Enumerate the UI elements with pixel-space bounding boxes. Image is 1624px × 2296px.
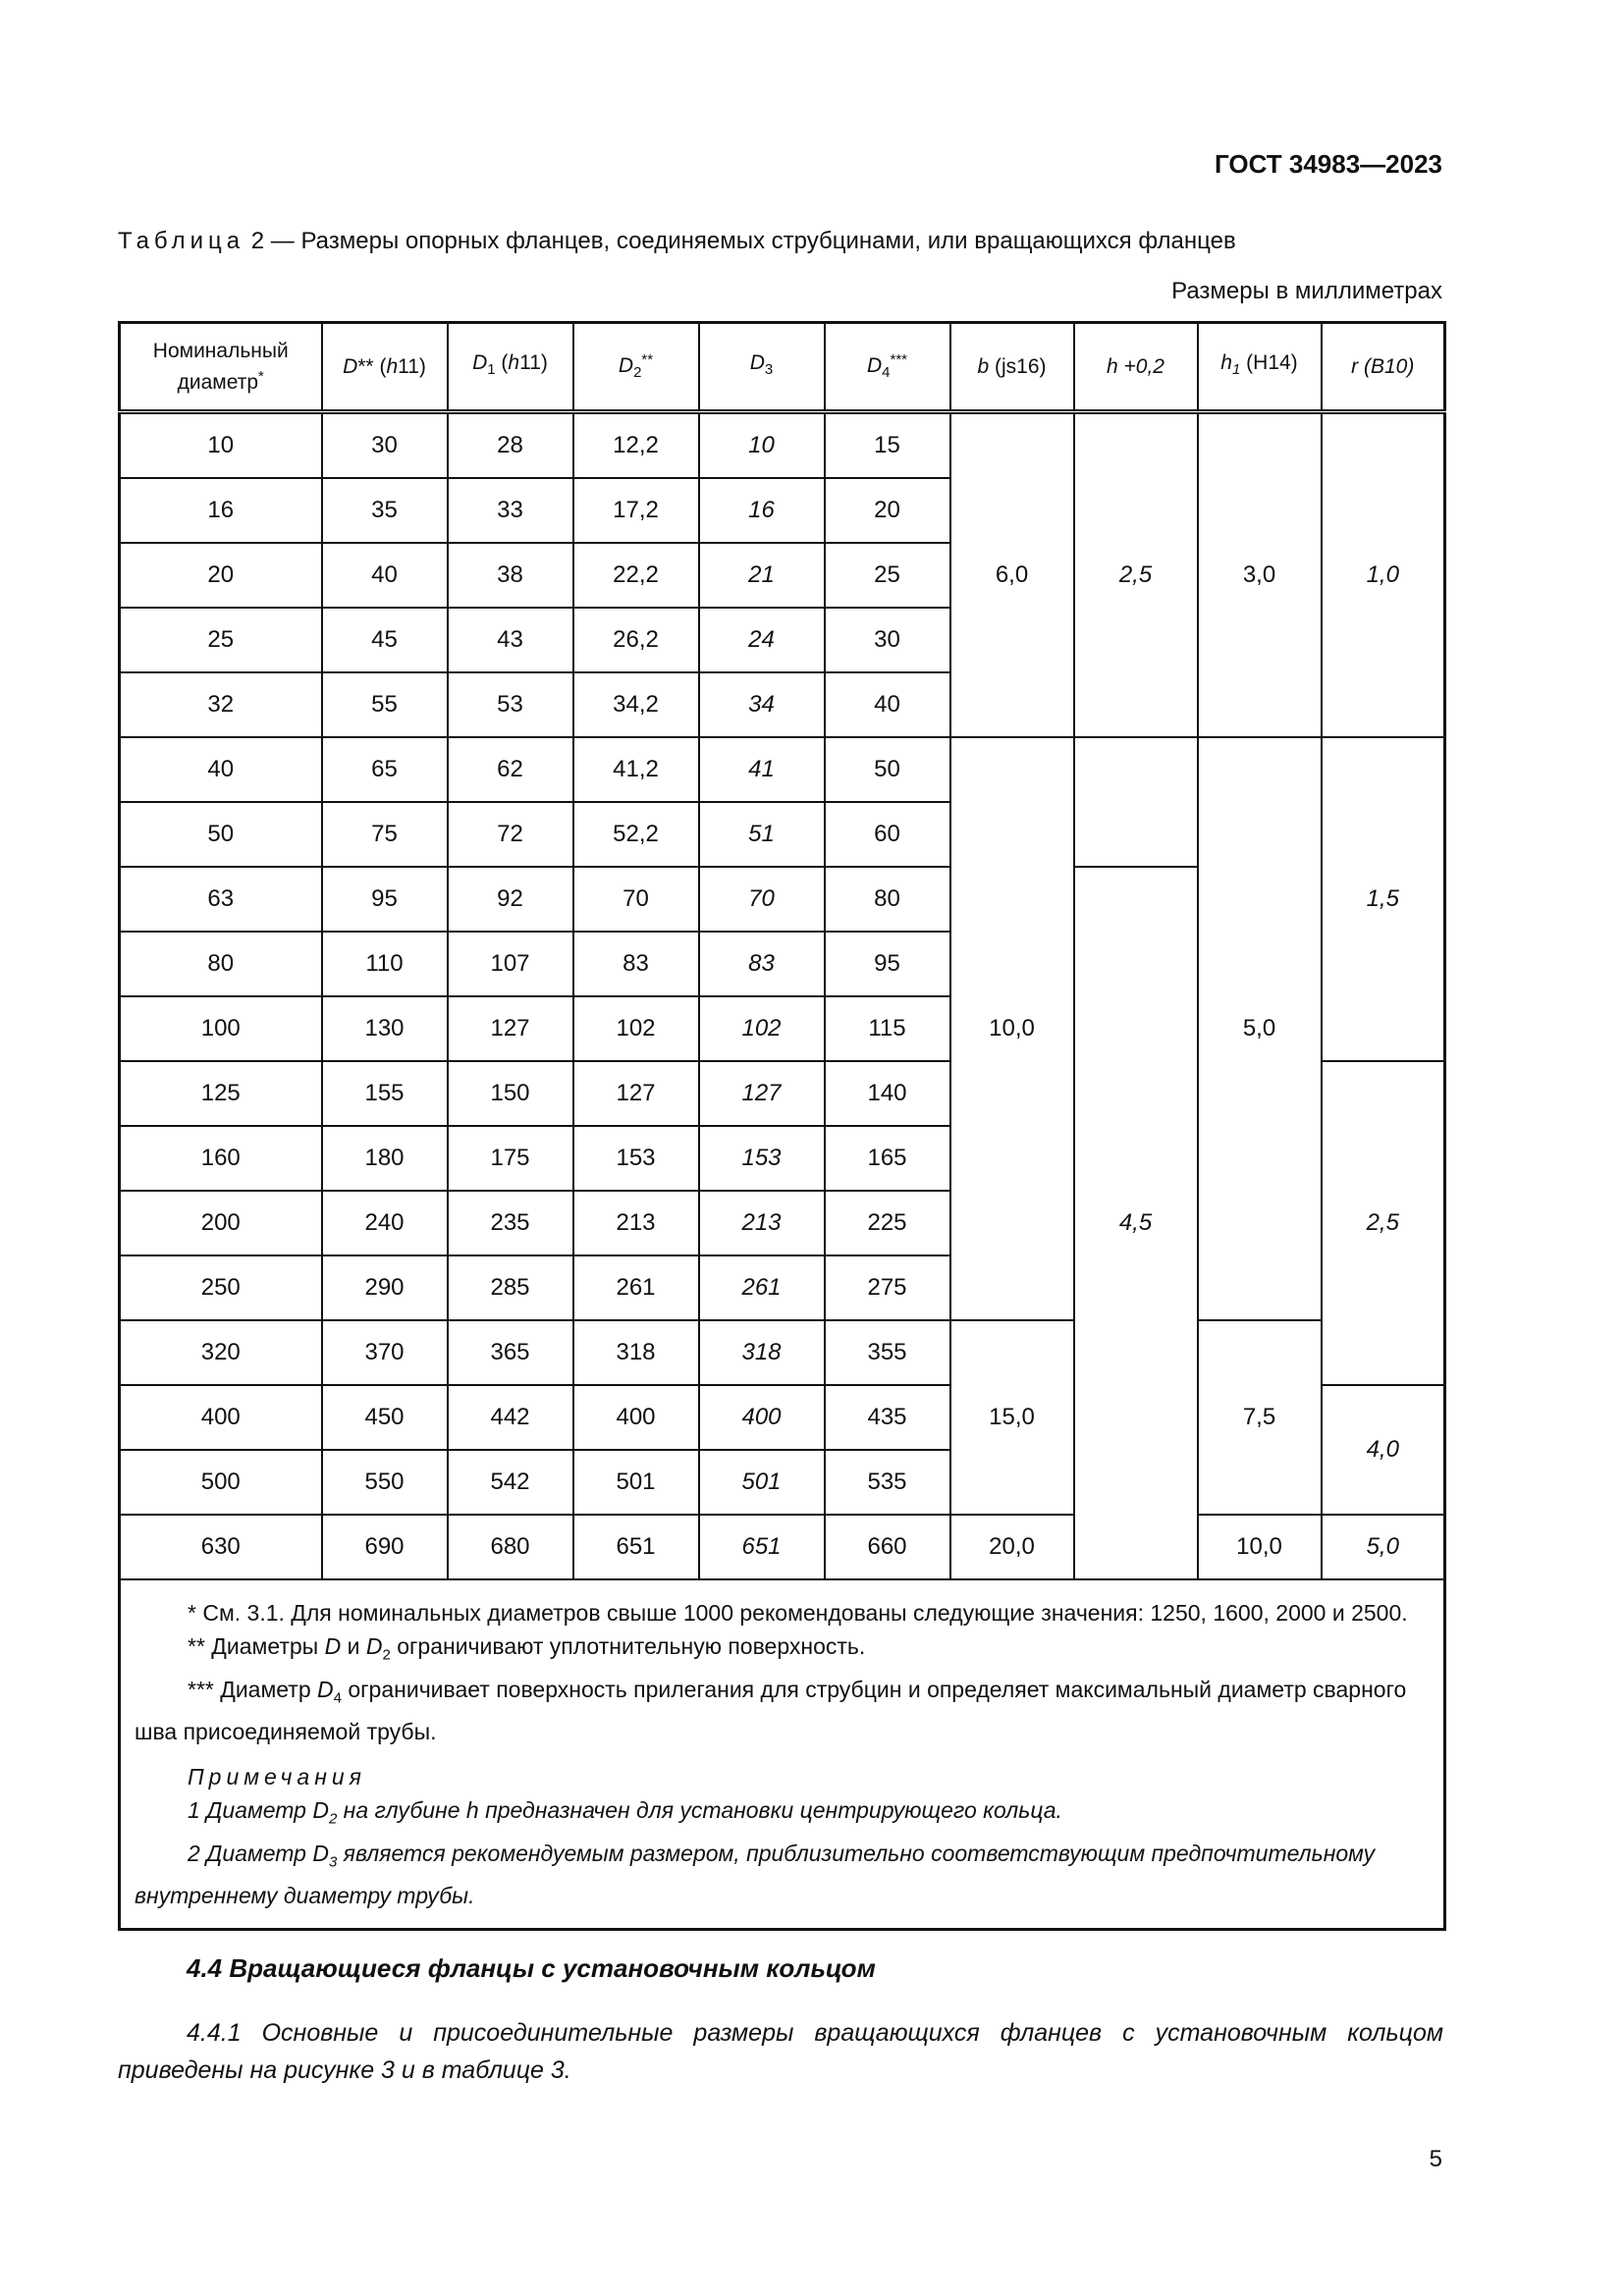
cell-d4: 140 — [825, 1061, 950, 1126]
cell-d1: 62 — [448, 737, 573, 802]
cell-d3: 501 — [699, 1450, 825, 1515]
cell-d3: 51 — [699, 802, 825, 867]
cell-h-merged: 4,5 — [1074, 867, 1198, 1579]
cell-d4: 80 — [825, 867, 950, 932]
cell-dn: 80 — [120, 932, 322, 996]
cell-d1: 175 — [448, 1126, 573, 1191]
note-1: 1 Диаметр $D_2$ на глубине h предназначен для установки центрирующего кольца. — [188, 1797, 1062, 1828]
cell-d3: 34 — [699, 672, 825, 737]
cell-d1: 442 — [448, 1385, 573, 1450]
cell-d1: 150 — [448, 1061, 573, 1126]
cell-d1: 365 — [448, 1320, 573, 1385]
cell-h-merged: 2,5 — [1074, 412, 1198, 738]
cell-d: 550 — [322, 1450, 448, 1515]
cell-d3: 21 — [699, 543, 825, 608]
cell-d3: 261 — [699, 1255, 825, 1320]
cell-d3: 127 — [699, 1061, 825, 1126]
cell-r-merged: 2,5 — [1322, 1061, 1445, 1385]
cell-d2: 213 — [573, 1191, 699, 1255]
header-h1: $h_1$ (H14) — [1198, 323, 1322, 412]
table-title — [118, 228, 1236, 255]
cell-d: 45 — [322, 608, 448, 672]
cell-d4: 535 — [825, 1450, 950, 1515]
cell-dn: 100 — [120, 996, 322, 1061]
header-nominal-diameter: Номинальный диаметр* — [120, 323, 322, 412]
table-notes-row — [120, 1579, 1445, 1930]
table-row — [120, 412, 1445, 479]
cell-d3: 16 — [699, 478, 825, 543]
cell-dn: 250 — [120, 1255, 322, 1320]
cell-h1-merged: 3,0 — [1198, 412, 1322, 738]
cell-dn: 160 — [120, 1126, 322, 1191]
header-d3: $D_3$ — [699, 323, 825, 412]
cell-d4: 225 — [825, 1191, 950, 1255]
cell-d2: 127 — [573, 1061, 699, 1126]
cell-dn: 25 — [120, 608, 322, 672]
cell-d3: 318 — [699, 1320, 825, 1385]
cell-d2: 26,2 — [573, 608, 699, 672]
cell-r-merged: 5,0 — [1322, 1515, 1445, 1579]
cell-dn: 320 — [120, 1320, 322, 1385]
cell-d1: 28 — [448, 412, 573, 479]
cell-dn: 40 — [120, 737, 322, 802]
cell-dn: 400 — [120, 1385, 322, 1450]
cell-d1: 53 — [448, 672, 573, 737]
cell-d4: 60 — [825, 802, 950, 867]
cell-d: 240 — [322, 1191, 448, 1255]
header-d4: $D_4^{***}$ — [825, 323, 950, 412]
table-units: Размеры в миллиметрах — [1171, 278, 1442, 304]
cell-dn: 63 — [120, 867, 322, 932]
cell-d: 65 — [322, 737, 448, 802]
cell-d1: 542 — [448, 1450, 573, 1515]
cell-d2: 400 — [573, 1385, 699, 1450]
cell-d2: 34,2 — [573, 672, 699, 737]
cell-b-merged: 15,0 — [950, 1320, 1074, 1515]
cell-d1: 33 — [448, 478, 573, 543]
cell-dn: 32 — [120, 672, 322, 737]
cell-d2: 17,2 — [573, 478, 699, 543]
cell-d2: 102 — [573, 996, 699, 1061]
cell-d2: 83 — [573, 932, 699, 996]
cell-d3: 213 — [699, 1191, 825, 1255]
cell-b-merged: 10,0 — [950, 737, 1074, 1320]
cell-d4: 50 — [825, 737, 950, 802]
cell-h1-merged: 10,0 — [1198, 1515, 1322, 1579]
cell-h1-merged: 7,5 — [1198, 1320, 1322, 1515]
cell-d3: 24 — [699, 608, 825, 672]
footnote-1: * См. 3.1. Для номинальных диаметров свыше 1000 рекомендованы следующие значения: 1250, 1600, 2000 и 2500. — [188, 1600, 1408, 1626]
cell-d: 55 — [322, 672, 448, 737]
cell-d2: 501 — [573, 1450, 699, 1515]
cell-d4: 30 — [825, 608, 950, 672]
cell-d4: 20 — [825, 478, 950, 543]
cell-dn: 50 — [120, 802, 322, 867]
cell-d1: 92 — [448, 867, 573, 932]
header-d2: $D_2^{**}$ — [573, 323, 699, 412]
table-title-text: 2 — Размеры опорных фланцев, соединяемых струбцинами, или вращающихся фланцев — [244, 228, 1236, 254]
cell-d1: 72 — [448, 802, 573, 867]
table-row — [120, 1320, 1445, 1385]
dimensions-table-wrap — [118, 321, 1443, 1931]
cell-d1: 107 — [448, 932, 573, 996]
cell-d2: 41,2 — [573, 737, 699, 802]
cell-d3: 400 — [699, 1385, 825, 1450]
cell-d3: 10 — [699, 412, 825, 479]
cell-h1-merged: 5,0 — [1198, 737, 1322, 1320]
cell-b-merged: 20,0 — [950, 1515, 1074, 1579]
footnote-3: *** Диаметр $D_4$ ограничивает поверхность прилегания для струбцин и определяет максимальный диаметр сварного шва присоединяемой трубы. — [135, 1676, 1407, 1745]
cell-d3: 41 — [699, 737, 825, 802]
note-2: 2 Диаметр $D_3$ является рекомендуемым размером, приблизительно соответствующим предпочтительному внутреннему диаметру трубы. — [135, 1840, 1376, 1909]
header-d: D** (h11) — [322, 323, 448, 412]
cell-d: 450 — [322, 1385, 448, 1450]
table-header-row — [120, 323, 1445, 412]
cell-d1: 285 — [448, 1255, 573, 1320]
cell-d4: 355 — [825, 1320, 950, 1385]
header-b: b (js16) — [950, 323, 1074, 412]
cell-d: 40 — [322, 543, 448, 608]
cell-d2: 318 — [573, 1320, 699, 1385]
cell-d1: 680 — [448, 1515, 573, 1579]
cell-d4: 15 — [825, 412, 950, 479]
cell-dn: 200 — [120, 1191, 322, 1255]
cell-r-merged: 1,5 — [1322, 737, 1445, 1061]
cell-d: 95 — [322, 867, 448, 932]
cell-d3: 70 — [699, 867, 825, 932]
cell-d: 35 — [322, 478, 448, 543]
header-h: h +0,2 — [1074, 323, 1198, 412]
cell-d: 130 — [322, 996, 448, 1061]
cell-d4: 660 — [825, 1515, 950, 1579]
cell-dn: 630 — [120, 1515, 322, 1579]
cell-d1: 43 — [448, 608, 573, 672]
cell-d2: 52,2 — [573, 802, 699, 867]
cell-d4: 25 — [825, 543, 950, 608]
cell-d4: 40 — [825, 672, 950, 737]
cell-d4: 275 — [825, 1255, 950, 1320]
cell-d2: 651 — [573, 1515, 699, 1579]
cell-d: 690 — [322, 1515, 448, 1579]
cell-d4: 435 — [825, 1385, 950, 1450]
cell-d: 290 — [322, 1255, 448, 1320]
cell-h-merged — [1074, 737, 1198, 867]
cell-d2: 261 — [573, 1255, 699, 1320]
cell-d2: 70 — [573, 867, 699, 932]
cell-d4: 165 — [825, 1126, 950, 1191]
cell-d3: 153 — [699, 1126, 825, 1191]
document-code: ГОСТ 34983—2023 — [1215, 149, 1442, 179]
table-body — [120, 412, 1445, 1930]
cell-d1: 235 — [448, 1191, 573, 1255]
cell-d4: 95 — [825, 932, 950, 996]
cell-d2: 22,2 — [573, 543, 699, 608]
page-number: 5 — [1429, 2146, 1442, 2172]
table-row — [120, 1515, 1445, 1579]
cell-d3: 83 — [699, 932, 825, 996]
cell-d3: 102 — [699, 996, 825, 1061]
cell-r-merged: 1,0 — [1322, 412, 1445, 738]
cell-d: 30 — [322, 412, 448, 479]
cell-r-merged: 4,0 — [1322, 1385, 1445, 1515]
cell-d: 75 — [322, 802, 448, 867]
cell-d: 180 — [322, 1126, 448, 1191]
cell-d: 155 — [322, 1061, 448, 1126]
cell-dn: 125 — [120, 1061, 322, 1126]
cell-d3: 651 — [699, 1515, 825, 1579]
notes-heading: Примечания — [188, 1764, 366, 1790]
section-title: 4.4 Вращающиеся фланцы с установочным кольцом — [187, 1953, 876, 1983]
table-label: Таблица — [118, 228, 245, 254]
cell-d2: 12,2 — [573, 412, 699, 479]
section-paragraph: 4.4.1 Основные и присоединительные размеры вращающихся фланцев с установочным кольцом приведены на рисунке 3 и в таблице 3. — [118, 2019, 1443, 2084]
cell-d: 110 — [322, 932, 448, 996]
cell-d1: 127 — [448, 996, 573, 1061]
header-d1: $D_1$ (h11) — [448, 323, 573, 412]
footnote-2: ** Диаметры D и $D_2$ ограничивают уплотнительную поверхность. — [188, 1633, 866, 1664]
cell-dn: 10 — [120, 412, 322, 479]
cell-dn: 16 — [120, 478, 322, 543]
cell-d: 370 — [322, 1320, 448, 1385]
table-notes — [120, 1579, 1445, 1930]
header-r: r (B10) — [1322, 323, 1445, 412]
cell-dn: 500 — [120, 1450, 322, 1515]
dimensions-table — [118, 321, 1446, 1931]
cell-b-merged: 6,0 — [950, 412, 1074, 738]
table-row — [120, 737, 1445, 802]
cell-d2: 153 — [573, 1126, 699, 1191]
cell-dn: 20 — [120, 543, 322, 608]
cell-d4: 115 — [825, 996, 950, 1061]
cell-d1: 38 — [448, 543, 573, 608]
